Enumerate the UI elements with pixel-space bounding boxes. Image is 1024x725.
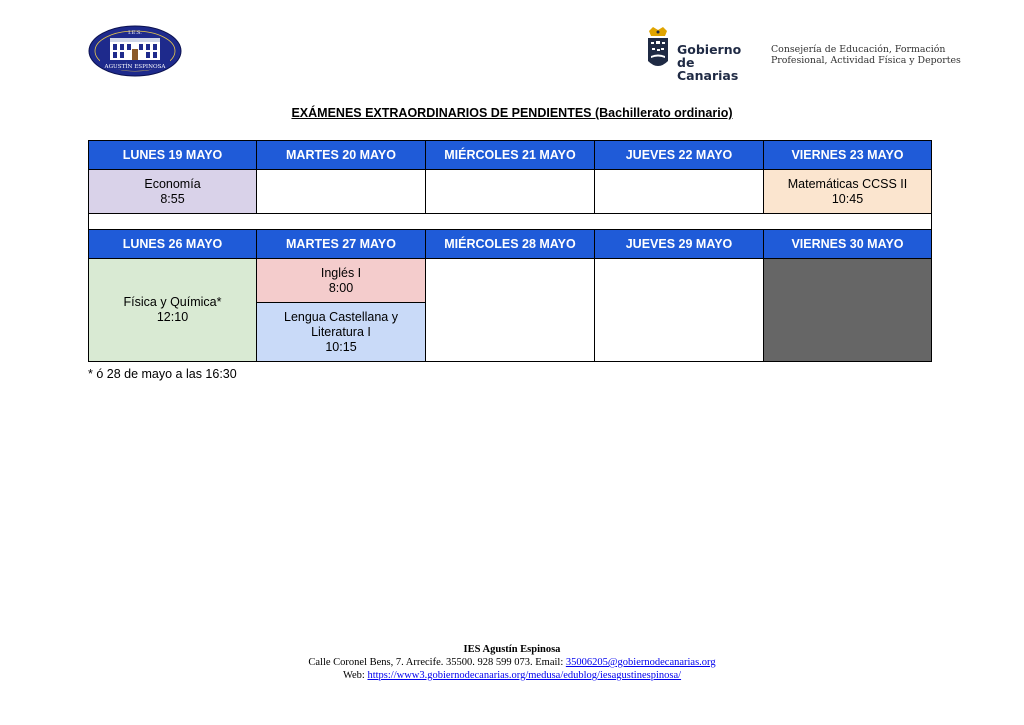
consejeria-line1: Consejería de Educación, Formación	[771, 44, 946, 55]
school-logo	[88, 25, 182, 77]
exam-cell-matematicas	[764, 170, 932, 214]
exam-cell-ingles	[257, 259, 426, 303]
exam-time: 12:10	[156, 310, 189, 324]
day-header: MIÉRCOLES 28 MAYO	[426, 230, 595, 259]
exam-cell-economia	[89, 170, 257, 214]
exam-subject: Física y Química*	[123, 295, 222, 309]
footer-school-name: IES Agustín Espinosa	[463, 644, 561, 655]
day-header: MARTES 27 MAYO	[257, 230, 426, 259]
week2-exam-row-1	[89, 259, 932, 303]
empty-cell	[426, 259, 595, 362]
school-logo-name: AGUSTÍN ESPINOSA	[104, 64, 166, 70]
exam-schedule-table	[88, 140, 932, 362]
empty-cell	[257, 170, 426, 214]
canarias-crest-icon	[645, 27, 671, 75]
day-header: LUNES 26 MAYO	[89, 230, 257, 259]
gov-name-line1: Gobierno	[677, 42, 742, 57]
footer-address: Calle Coronel Bens, 7. Arrecife. 35500. 928 599 073. Email:	[308, 657, 564, 668]
school-logo-top-text: I.E.S.	[128, 30, 142, 36]
empty-cell	[595, 170, 764, 214]
day-header: VIERNES 23 MAYO	[764, 141, 932, 170]
exam-time: 10:15	[325, 339, 357, 354]
consejeria-line2: Profesional, Actividad Física y Deportes	[771, 55, 961, 66]
footnote: * ó 28 de mayo a las 16:30	[88, 367, 237, 381]
empty-cell	[426, 170, 595, 214]
exam-time: 10:45	[831, 191, 864, 206]
day-header: MIÉRCOLES 21 MAYO	[426, 141, 595, 170]
gobierno-de-canarias-logo	[645, 27, 755, 83]
exam-subject: Economía	[144, 176, 201, 191]
footer-email-link[interactable]: 35006205@gobiernodecanarias.org	[565, 657, 716, 668]
footer-web-link[interactable]: https://www3.gobiernodecanarias.org/medusa/edublog/iesagustinespinosa/	[367, 670, 682, 681]
exam-time: 8:55	[160, 191, 185, 206]
exam-subject-line1: Lengua Castellana y	[284, 309, 398, 324]
footer-web-line	[0, 669, 1024, 682]
exam-subject-line2: Literatura I	[311, 324, 371, 339]
week1-exam-row	[89, 170, 932, 214]
gov-name-line2: de Canarias	[677, 55, 739, 83]
week2-header-row	[89, 230, 932, 259]
exam-time: 8:00	[328, 280, 354, 295]
blocked-cell	[764, 259, 932, 362]
exam-subject: Matemáticas CCSS II	[787, 176, 908, 191]
day-header: VIERNES 30 MAYO	[764, 230, 932, 259]
spacer-row	[89, 214, 932, 230]
footer-address-line	[0, 656, 1024, 669]
day-header: JUEVES 22 MAYO	[595, 141, 764, 170]
footer-web-label: Web:	[342, 670, 365, 681]
exam-cell-lengua	[257, 303, 426, 362]
day-header: JUEVES 29 MAYO	[595, 230, 764, 259]
week1-header-row	[89, 141, 932, 170]
consejeria-name	[771, 44, 961, 66]
document-title: EXÁMENES EXTRAORDINARIOS DE PENDIENTES (Bachillerato ordinario)	[291, 106, 733, 120]
spacer-cell	[89, 214, 932, 230]
empty-cell	[595, 259, 764, 362]
page-footer	[0, 643, 1024, 682]
exam-subject: Inglés I	[320, 265, 362, 280]
day-header: MARTES 20 MAYO	[257, 141, 426, 170]
day-header: LUNES 19 MAYO	[89, 141, 257, 170]
exam-cell-fisica-quimica	[89, 259, 257, 362]
